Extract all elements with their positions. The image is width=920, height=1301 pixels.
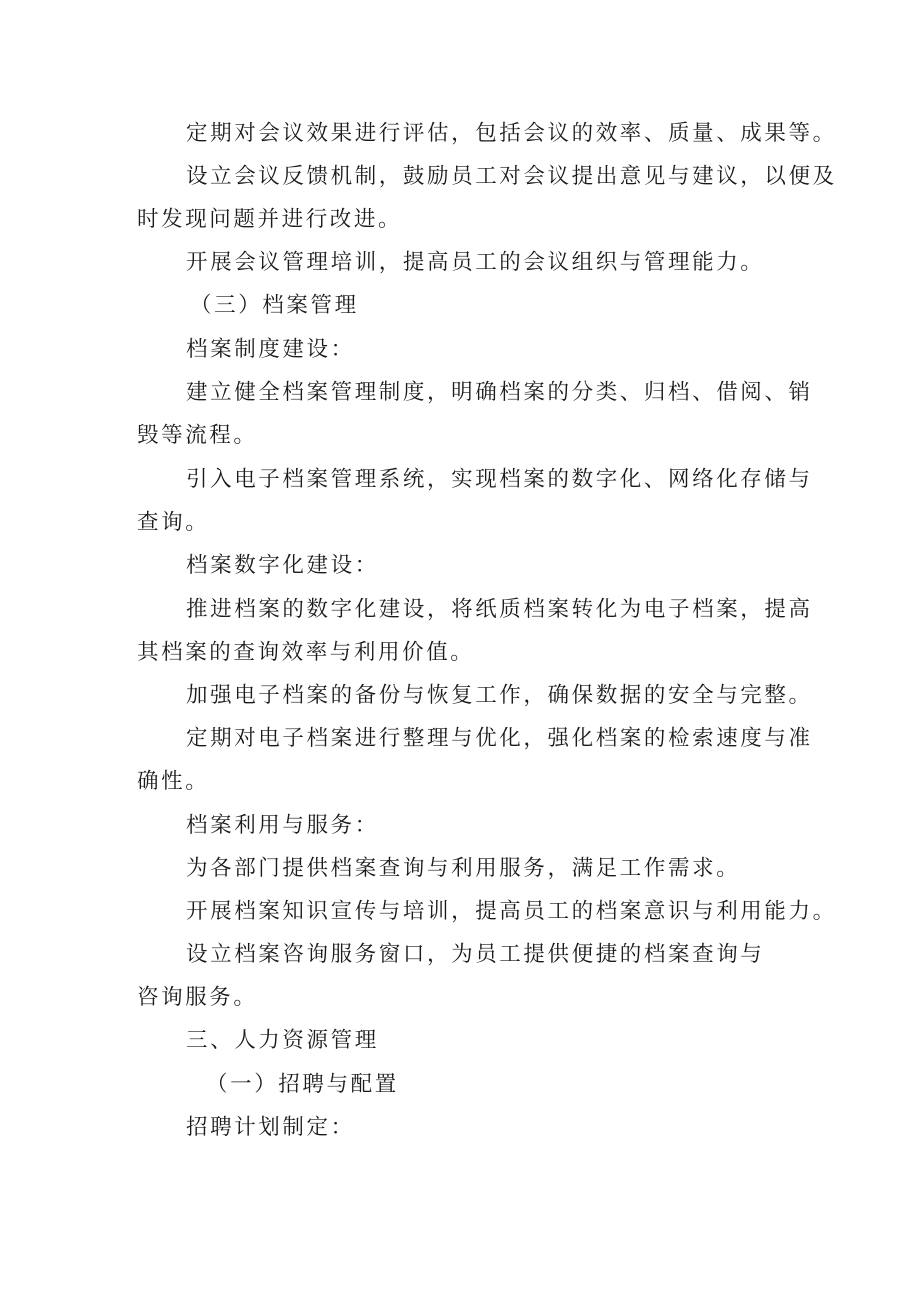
- subheading-archive-system: 档案制度建设：: [186, 337, 355, 362]
- paragraph-digitization-promote-cont: 其档案的查询效率与利用价值。: [137, 640, 475, 665]
- paragraph-digitization-promote: 推进档案的数字化建设，将纸质档案转化为电子档案，提高: [186, 597, 813, 622]
- paragraph-archive-electronic: 引入电子档案管理系统，实现档案的数字化、网络化存储与: [186, 467, 813, 492]
- subheading-recruitment-plan: 招聘计划制定：: [186, 1115, 355, 1140]
- section-heading-recruitment: （一）招聘与配置: [206, 1072, 399, 1097]
- paragraph-service-departments: 为各部门提供档案查询与利用服务，满足工作需求。: [186, 856, 741, 881]
- paragraph-archive-rules-cont: 毁等流程。: [137, 423, 258, 448]
- paragraph-archive-rules: 建立健全档案管理制度，明确档案的分类、归档、借阅、销: [186, 380, 813, 405]
- paragraph-digitization-optimize: 定期对电子档案进行整理与优化，强化档案的检索速度与准: [186, 726, 813, 751]
- paragraph-service-window-cont: 咨询服务。: [137, 985, 258, 1010]
- subheading-archive-service: 档案利用与服务：: [186, 813, 379, 838]
- subheading-archive-digitization: 档案数字化建设：: [186, 553, 379, 578]
- paragraph-service-window: 设立档案咨询服务窗口，为员工提供便捷的档案查询与: [186, 942, 765, 967]
- section-heading-archives: （三）档案管理: [190, 293, 359, 318]
- paragraph-digitization-backup: 加强电子档案的备份与恢复工作，确保数据的安全与完整。: [186, 683, 813, 708]
- paragraph-service-training: 开展档案知识宣传与培训，提高员工的档案意识与利用能力。: [186, 899, 837, 924]
- paragraph-meeting-evaluation: 定期对会议效果进行评估，包括会议的效率、质量、成果等。: [186, 121, 837, 146]
- paragraph-archive-electronic-cont: 查询。: [137, 510, 210, 535]
- paragraph-meeting-training: 开展会议管理培训，提高员工的会议组织与管理能力。: [186, 250, 765, 275]
- paragraph-meeting-feedback-cont: 时发现问题并进行改进。: [137, 207, 403, 232]
- paragraph-digitization-optimize-cont: 确性。: [137, 769, 210, 794]
- chapter-heading-hr: 三、人力资源管理: [186, 1028, 379, 1053]
- paragraph-meeting-feedback: 设立会议反馈机制，鼓励员工对会议提出意见与建议，以便及: [186, 164, 837, 189]
